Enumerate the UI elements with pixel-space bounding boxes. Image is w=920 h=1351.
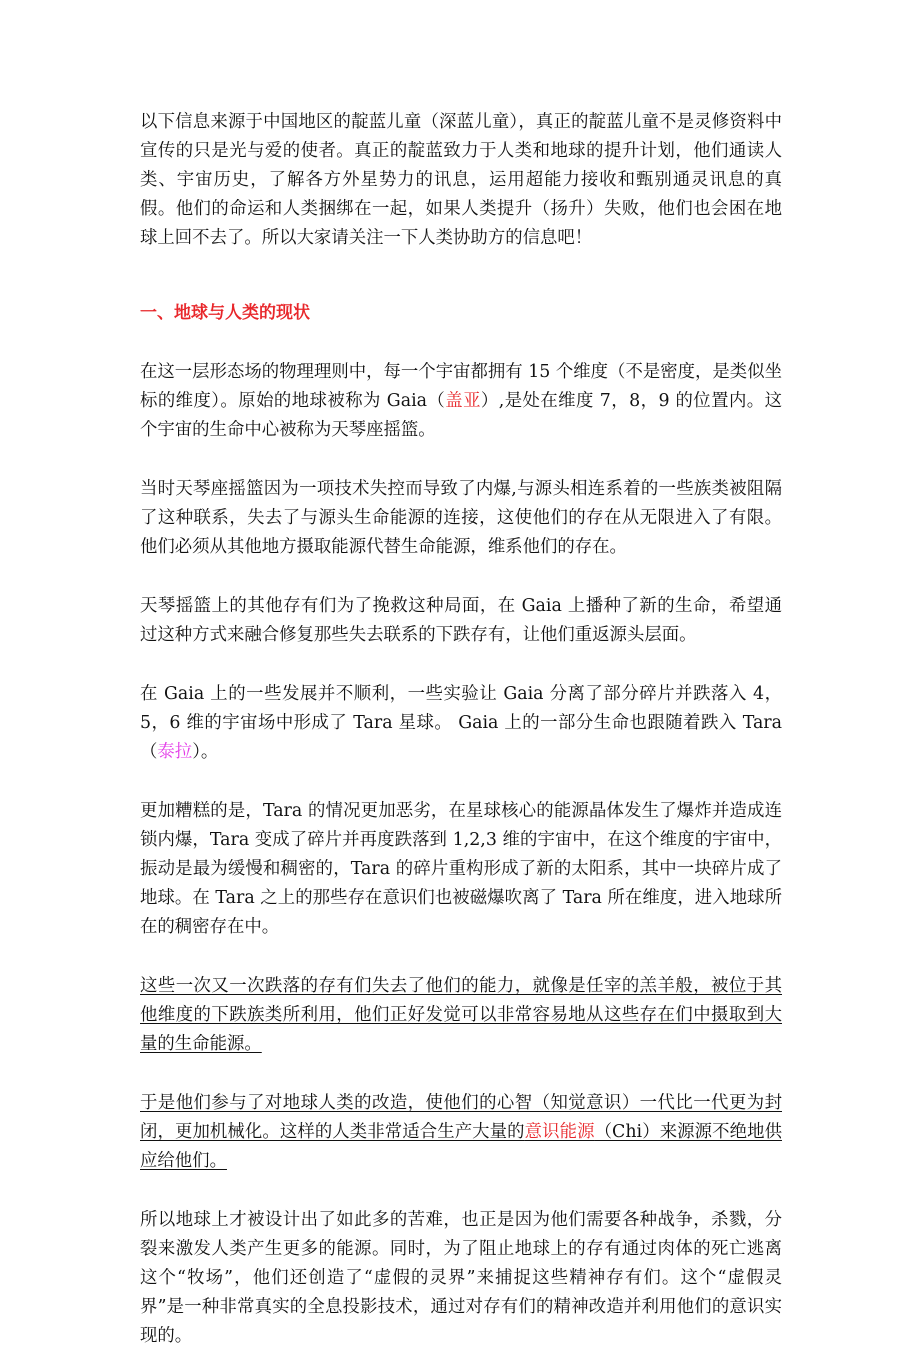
paragraph-earth-formation: 更加糟糕的是，Tara 的情况更加恶劣，在星球核心的能源晶体发生了爆炸并造成连锁内爆，Tara 变成了碎片并再度跌落到 1,2,3 维的宇宙中，在这个维度的宇宙中，振动是最为缓慢和稠密的，Tara 的碎片重构形成了新的太阳系，其中一块碎片成了地球。在 Tara 之上的那些存在意识们也被磁爆吹离了 Tara 所在维度，进入地球所在的稠密存在中。 [140,801,782,937]
gaia-highlight: 盖亚 [445,391,481,411]
section-heading: 一、地球与人类的现状 [140,303,310,323]
paragraph-tara-text-b: ）。 [192,742,219,762]
intro-paragraph: 以下信息来源于中国地区的靛蓝儿童（深蓝儿童），真正的靛蓝儿童不是灵修资料中宣传的只是光与爱的使者。真正的靛蓝致力于人类和地球的提升计划，他们通读人类、宇宙历史，了解各方外星势力的讯息，运用超能力接收和甄别通灵讯息的真假。他们的命运和人类捆绑在一起，如果人类提升（扬升）失败，他们也会困在地球上回不去了。所以大家请关注一下人类协助方的信息吧！ [140,112,782,248]
paragraph-gaia-text-a: 在这一层形态场的物理理则中，每一个宇宙都拥有 15 个维度（不是密度，是类似坐标的维度）。原始的地球被称为 Gaia（ [140,362,782,411]
paragraph-gaia [140,358,782,445]
paragraph-false-spirit-world: 所以地球上才被设计出了如此多的苦难，也正是因为他们需要各种战争，杀戮，分裂来激发人类产生更多的能源。同时，为了阻止地球上的存有通过肉体的死亡逃离这个“牧场”，他们还创造了“虚假的灵界”来捕捉这些精神存有们。这个“虚假灵界”是一种非常真实的全息投影技术，通过对存有们的精神改造并利用他们的意识实现的。 [140,1210,782,1346]
paragraph-gaia-text-b: ）,是处在维度 7，8，9 的位置内。这个宇宙的生命中心被称为天琴座摇篮。 [140,391,782,440]
document-page [140,108,782,1351]
paragraph-tara [140,680,782,767]
chi-highlight: 意识能源 [524,1122,595,1142]
paragraph-human-modification [140,1089,782,1176]
paragraph-energy-harvest: 这些一次又一次跌落的存有们失去了他们的能力，就像是任宰的羔羊般，被位于其他维度的下跌族类所利用，他们正好发觉可以非常容易地从这些存在们中摄取到大量的生命能源。 [140,976,782,1054]
paragraph-seeding: 天琴摇篮上的其他存有们为了挽救这种局面，在 Gaia 上播种了新的生命，希望通过这种方式来融合修复那些失去联系的下跌存有，让他们重返源头层面。 [140,596,782,645]
paragraph-lyra-implosion: 当时天琴座摇篮因为一项技术失控而导致了内爆,与源头相连系着的一些族类被阻隔了这种联系，失去了与源头生命能源的连接，这使他们的存在从无限进入了有限。他们必须从其他地方摄取能源代替生命能源，维系他们的存在。 [140,479,782,557]
paragraph-modification-text-b: （Chi）来源源不绝地供应给他们。 [140,1122,782,1171]
tara-highlight: 泰拉 [157,742,193,762]
paragraph-modification-text-a: 于是他们参与了对地球人类的改造，使他们的心智（知觉意识）一代比一代更为封闭，更加机械化。这样的人类非常适合生产大量的 [140,1093,782,1142]
paragraph-tara-text-a: 在 Gaia 上的一些发展并不顺利，一些实验让 Gaia 分离了部分碎片并跌落入 4，5，6 维的宇宙场中形成了 Tara 星球。 Gaia 上的一部分生命也跟随着跌入 Tara（ [140,684,782,762]
